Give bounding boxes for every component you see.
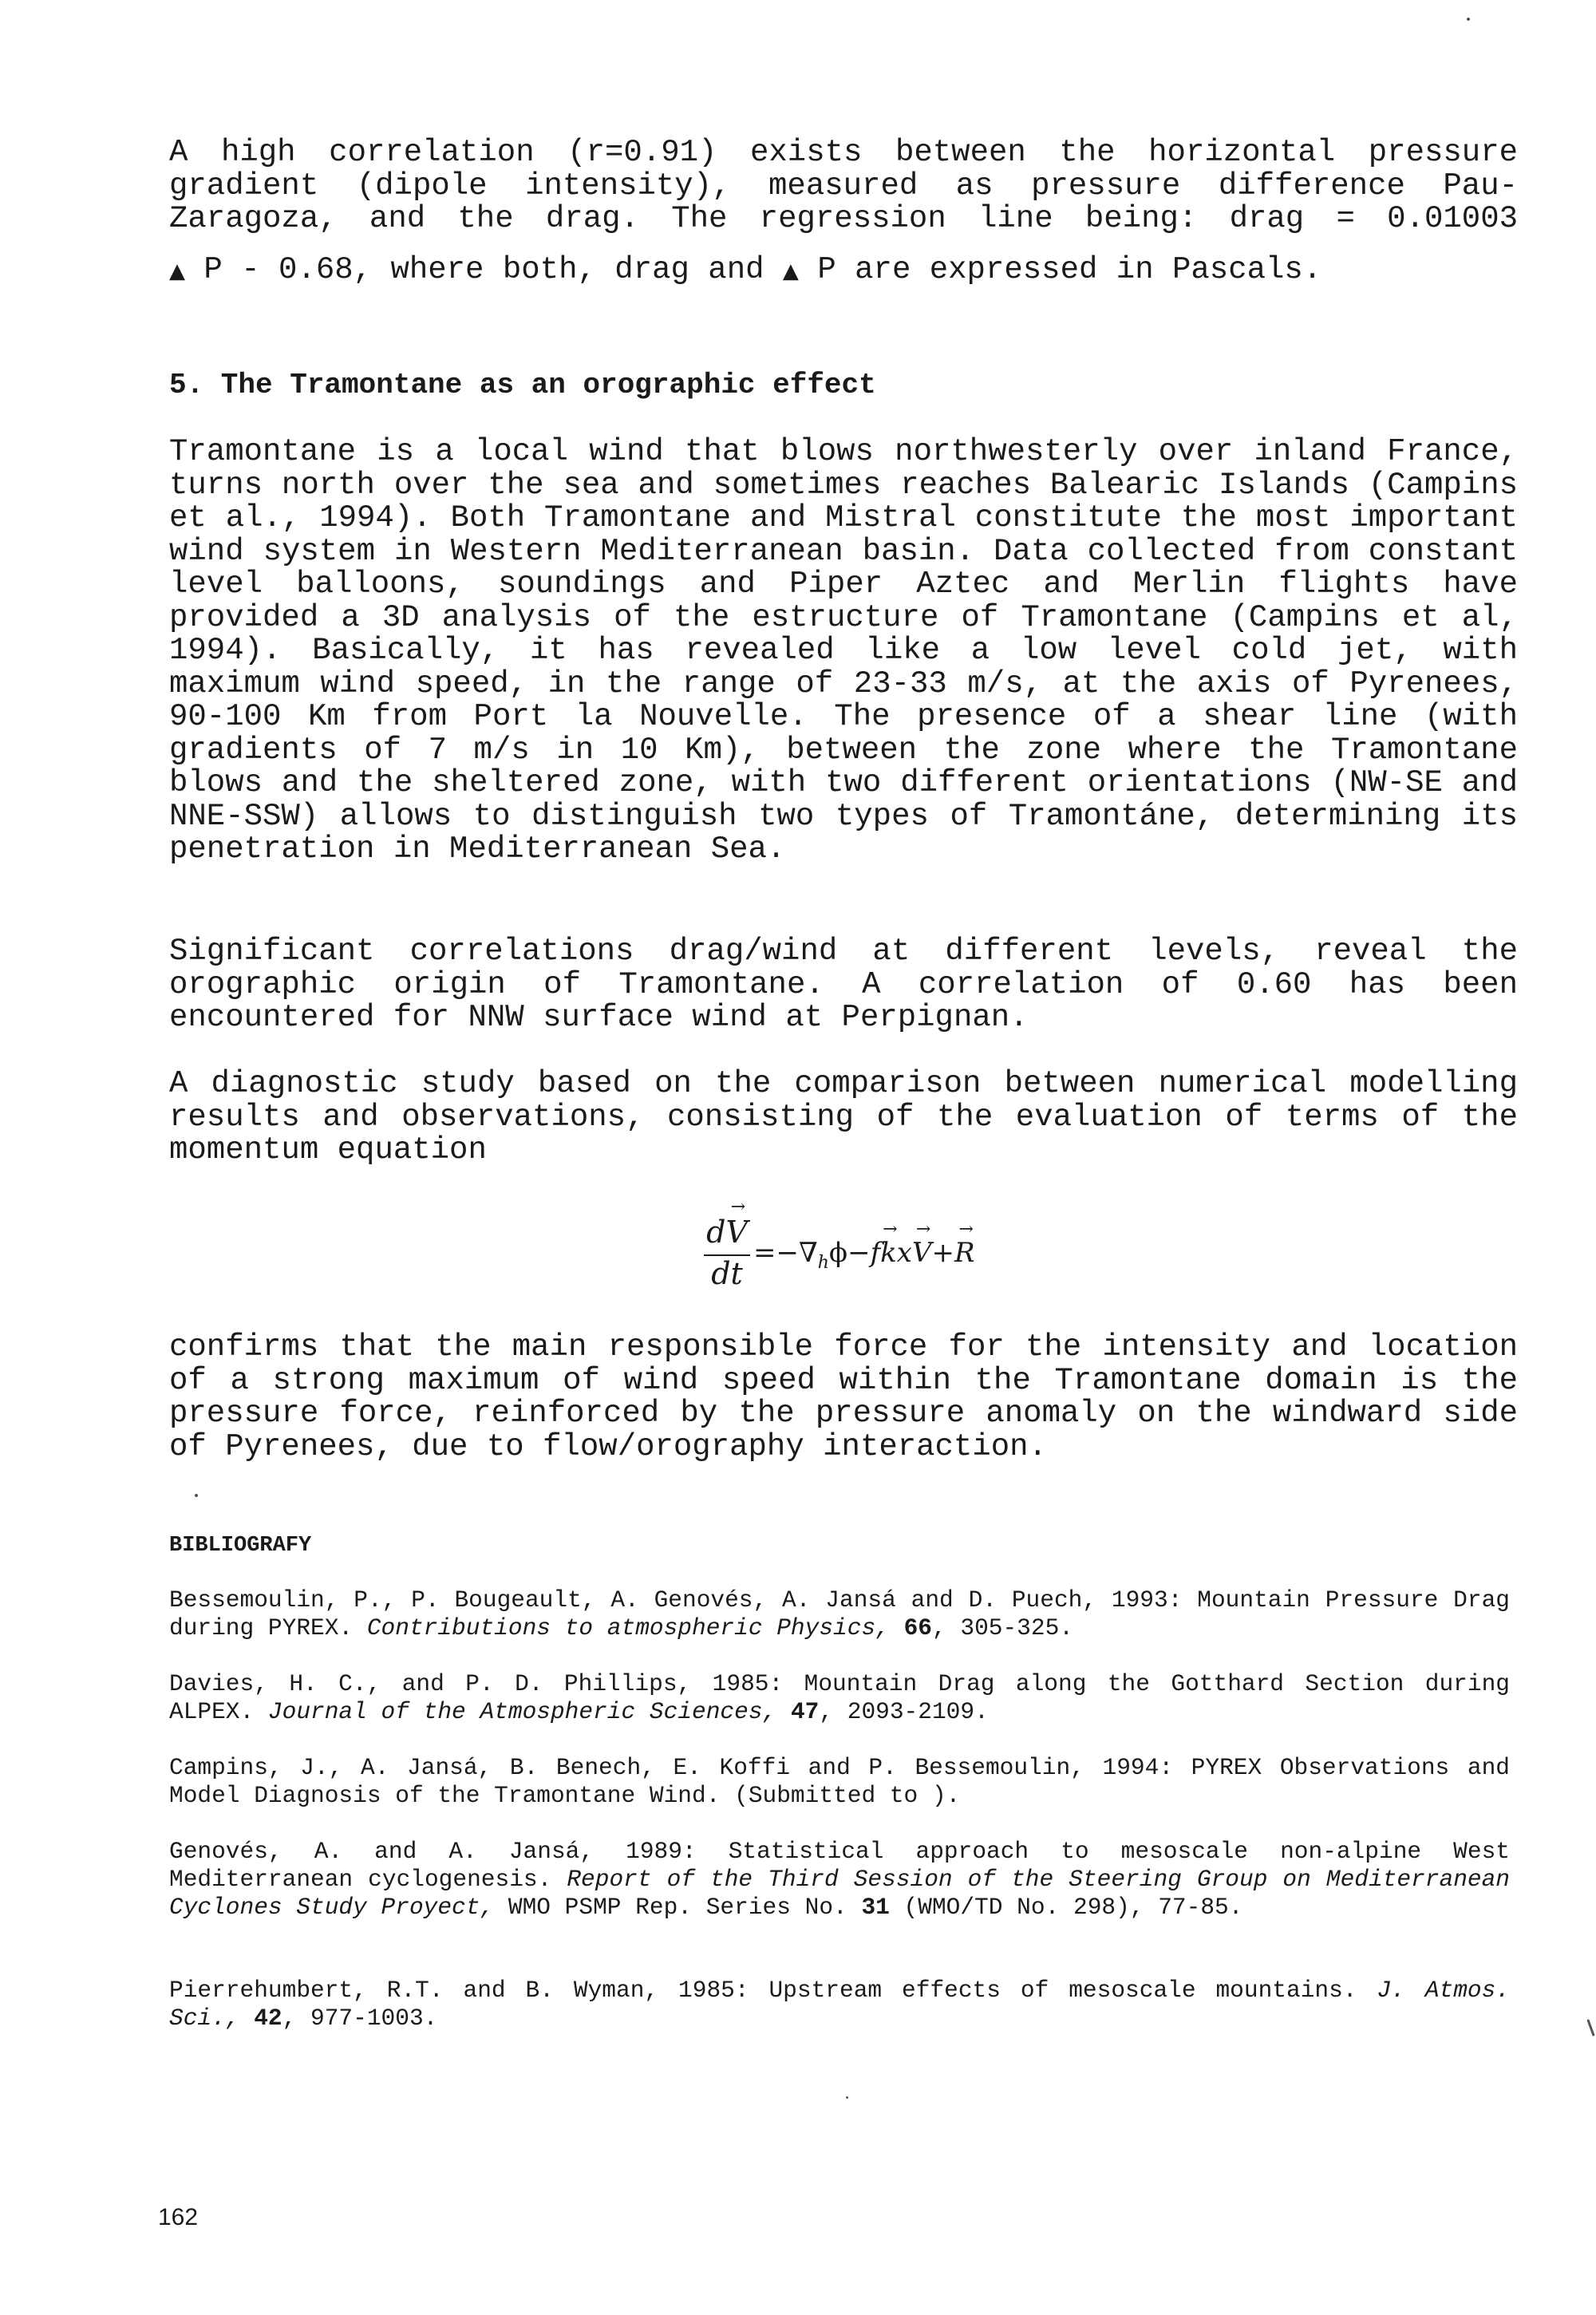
scan-speck [195,1494,198,1497]
section-heading: 5. The Tramontane as an orographic effect [169,369,876,401]
delta-icon: ▲ [782,259,799,283]
reference-item: Genovés, A. and A. Jansá, 1989: Statistical approach to mesoscale non-alpine West Mediterranean cyclogenesis. Report of the Third Session of the Steering Group on Mediterranean Cyclones Study Proyect, WMO PSMP Rep. Series No. 31 (WMO/TD No. 298), 77-85. [169,1838,1511,1921]
conclusion-paragraph: confirms that the main responsible force for the intensity and location of a strong maximum of wind speed within the Tramontane domain is the pressure force, reinforced by the pressure anomaly on the windward side of Pyrenees, due to flow/orography interaction. [169,1329,1518,1464]
reference-item: Bessemoulin, P., P. Bougeault, A. Genovés, A. Jansá and D. Puech, 1993: Mountain Pressure Drag during PYREX. Contributions to atmospheric Physics, 66, 305-325. [169,1586,1510,1641]
bibliography-title: BIBLIOGRAFY [169,1534,312,1558]
reference-item: Campins, J., A. Jansá, B. Benech, E. Koffi and P. Bessemoulin, 1994: PYREX Observations and Model Diagnosis of the Tramontane Wind. (Submitted to ). [169,1754,1510,1809]
momentum-equation: d→ V dt $=-\nabla_h\phi-f\to kx\to V+\to R$ [702,1215,1021,1286]
delta-icon: ▲ [169,259,185,283]
page-number: 162 [158,2204,199,2230]
scan-speck [846,2096,848,2099]
diagnostic-paragraph: A diagnostic study based on the comparison between numerical modelling results and observations, consisting of the evaluation of terms of the momentum equation [169,1066,1518,1167]
scan-speck [1467,18,1470,21]
intro-paragraph: A high correlation (r=0.91) exists between the horizontal pressure gradient (dipole intensity), measured as pressure difference Pau-Zaragoza, and the drag. The regression line being: drag = 0.01003 [169,135,1518,236]
intro-paragraph-last-line: ▲ P - 0.68, where both, drag and ▲ P are expressed in Pascals. [169,252,1322,287]
tramontane-description-paragraph: Tramontane is a local wind that blows northwesterly over inland France, turns north over the sea and sometimes reaches Balearic Islands (Campins et al., 1994). Both Tramontane and Mistral constitute the most important wind system in Western Mediterranean basin. Data collected from constant level balloons, soundings and Piper Aztec and Merlin flights have provided a 3D analysis of the estructure of Tramontane (Campins et al, 1994). Basically, it has revealed like a low level cold jet, with maximum wind speed, in the range of 23-33 m/s, at the axis of Pyrenees, 90-100 Km from Port la Nouvelle. The presence of a shear line (with gradients of 7 m/s in 10 Km), between the zone where the Tramontane blows and the sheltered zone, with two different orientations (NW-SE and NNE-SSW) allows to distinguish two types of Tramontáne, determining its penetration in Mediterranean Sea. [169,434,1518,867]
equation-right-side: $=-\nabla_h\phi-f\to kx\to V+\to R$ [753,1237,975,1273]
reference-item: Davies, H. C., and P. D. Phillips, 1985: Mountain Drag along the Gotthard Section during ALPEX. Journal of the Atmospheric Sciences, 47, 2093-2109. [169,1670,1510,1725]
scan-mark [1586,2019,1594,2036]
reference-item: Pierrehumbert, R.T. and B. Wyman, 1985: Upstream effects of mesoscale mountains. J. Atmos. Sci., 42, 977-1003. [169,1977,1511,2032]
correlation-paragraph: Significant correlations drag/wind at different levels, reveal the orographic origin of Tramontane. A correlation of 0.60 has been encountered for NNW surface wind at Perpignan. [169,934,1518,1035]
